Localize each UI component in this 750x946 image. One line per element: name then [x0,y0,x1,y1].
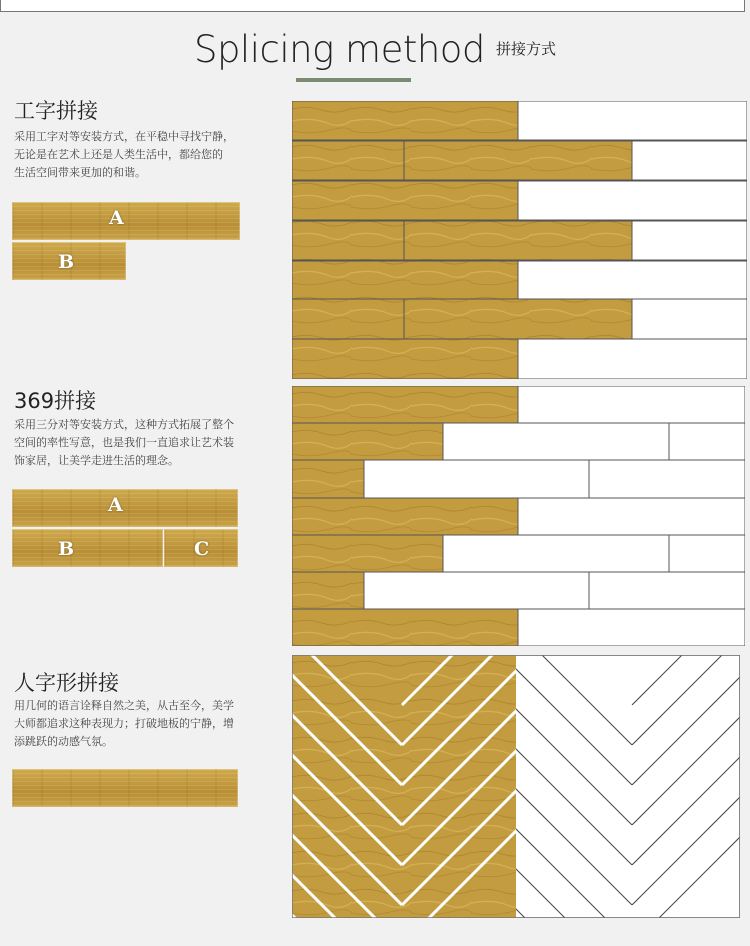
desc-line: 采用工字对等安装方式，在平稳中寻找宁静， [14,130,234,143]
section-title-1: 工字拼接 [14,99,98,123]
sample-plank [12,769,238,807]
page-title [0,28,750,71]
title-underline [296,78,411,82]
section-desc-3 [14,697,286,751]
section-title-2: 369拼接 [14,389,97,413]
label-a: A [108,494,123,516]
section-desc-1 [14,128,286,182]
label-b: B [58,251,75,273]
label-b: B [58,538,75,560]
label-c: C [194,538,210,560]
sample-plank-c [164,529,238,567]
desc-line: 采用三分对等安装方式，这种方式拓展了整个 [14,418,234,431]
sample-plank-b [12,242,126,280]
three-six-nine-pattern-diagram [292,386,745,646]
section-desc-2 [14,416,286,470]
desc-line: 用几何的语言诠释自然之美，从古至今，美学 [14,699,234,712]
sample-plank-b [12,529,163,567]
section-title-3: 人字形拼接 [14,671,119,695]
desc-line: 无论是在艺术上还是人类生活中，都给您的 [14,148,223,161]
sample-plank-a [12,202,240,240]
desc-line: 添跳跃的动感气氛。 [14,735,113,748]
herringbone-pattern-diagram [292,655,740,918]
desc-line: 大师都追求这种表现力；打破地板的宁静，增 [14,717,234,730]
sample-plank-a [12,489,238,527]
i-shape-pattern-diagram [292,101,747,379]
top-frame [0,0,745,12]
desc-line: 空间的率性写意，也是我们一直追求让艺术装 [14,436,234,449]
title-chinese: 拼接方式 [496,40,557,58]
label-a: A [109,207,124,229]
desc-line: 生活空间带来更加的和谐。 [14,166,146,179]
title-english: Splicing method [193,28,485,71]
desc-line: 饰家居，让美学走进生活的理念。 [14,454,179,467]
